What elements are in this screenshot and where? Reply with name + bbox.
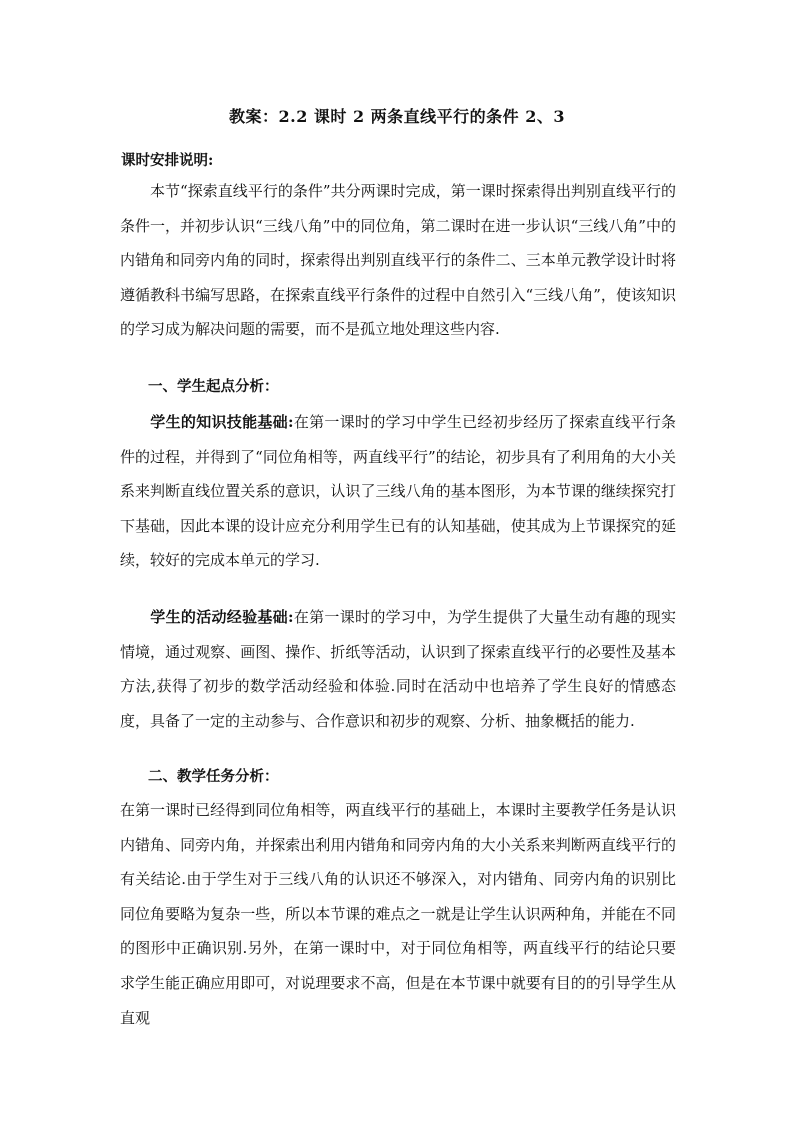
- knowledge-paragraph: [120, 405, 676, 578]
- activity-paragraph: [120, 600, 676, 738]
- task-paragraph: [120, 793, 676, 1035]
- activity-label: 学生的活动经验基础:: [150, 608, 294, 626]
- section-heading-task-analysis: 二、教学任务分析：: [148, 768, 279, 785]
- task-text: 在第一课时已经得到同位角相等，两直线平行的基础上，本课时主要教学任务是认识内错角、同旁内角，并探索出利用内错角和同旁内角的大小关系来判断两直线平行的有关结论.由于学生对于三线八角的认识还不够深入，对内错角、同旁内角的识别比同位角要略为复杂一些，所以本节课的难点之一就是让学生认识两种角，并能在不同的图形中正确识别.另外，在第一课时中，对于同位角相等，两直线平行的结论只要求学生能正确应用即可，对说理要求不高，但是在本节课中就要有目的的引导学生从直观: [120, 801, 676, 1027]
- knowledge-label: 学生的知识技能基础:: [150, 413, 294, 431]
- knowledge-text: 在第一课时的学习中学生已经初步经历了探索直线平行条件的过程，并得到了“同位角相等，两直线平行”的结论，初步具有了利用角的大小关系来判断直线位置关系的意识，认识了三线八角的基本图形，为本节课的继续探究打下基础，因此本课的设计应充分利用学生已有的认知基础，使其成为上节课探究的延续，较好的完成本单元的学习.: [120, 413, 676, 570]
- schedule-paragraph: [120, 174, 676, 347]
- schedule-text: 本节“探索直线平行的条件”共分两课时完成，第一课时探索得出判别直线平行的条件一，并初步认识“三线八角”中的同位角，第二课时在进一步认识“三线八角”中的内错角和同旁内角的同时，探索得出判别直线平行的条件二、三本单元教学设计时将遵循教科书编写思路，在探索直线平行条件的过程中自然引入“三线八角”，使该知识的学习成为解决问题的需要，而不是孤立地处理这些内容.: [120, 182, 676, 339]
- activity-text: 在第一课时的学习中，为学生提供了大量生动有趣的现实情境，通过观察、画图、操作、折纸等活动，认识到了探索直线平行的必要性及基本方法,获得了初步的数学活动经验和体验.同时在活动中也培养了学生良好的情感态度，具备了一定的主动参与、合作意识和初步的观察、分析、抽象概括的能力.: [120, 608, 676, 730]
- document-title: 教案：2.2 课时 2 两条直线平行的条件 2、3: [228, 107, 566, 126]
- schedule-label: 课时安排说明:: [121, 152, 214, 169]
- section-heading-student-analysis: 一、学生起点分析：: [148, 378, 279, 395]
